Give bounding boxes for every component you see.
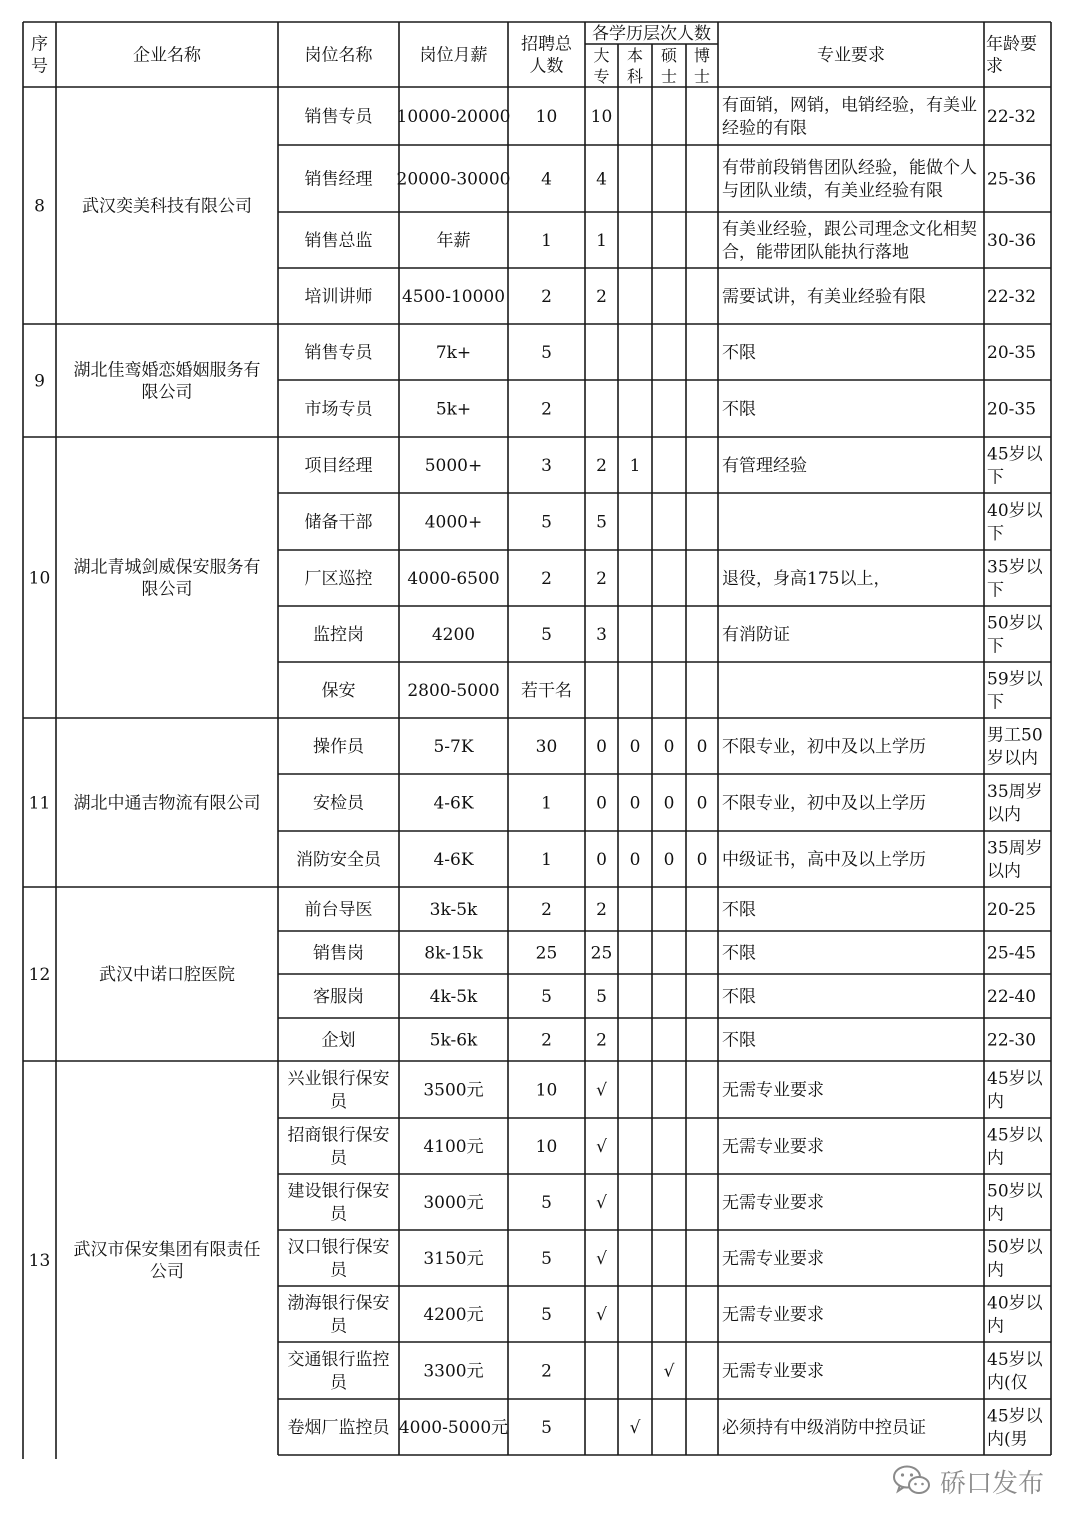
total-cell: 5 [541,1193,552,1214]
edu-count-cell: 0 [629,737,641,758]
total-cell: 5 [541,625,552,646]
company-name-cell: 武汉奕美科技有限公司 [82,196,252,217]
age-cell: 35周岁以内 [987,782,1043,826]
age-cell: 男工50 岁以内 [987,725,1043,769]
edu-count-cell: 25 [590,943,613,964]
total-cell: 3 [541,456,552,477]
salary-cell: 3500元 [423,1080,484,1101]
major-cell: 无需专业要求 [722,1305,824,1326]
wechat-bubble-icon [892,1464,932,1498]
header-seq: 序号 [31,34,48,77]
position-cell: 兴业银行保安员 [287,1069,390,1113]
total-cell: 2 [541,1030,552,1051]
header-edu-1: 本科 [626,45,644,86]
edu-count-cell: 10 [590,107,613,128]
salary-cell: 4-6K [433,850,474,871]
edu-count-cell: 0 [596,793,607,814]
position-cell: 销售专员 [304,107,373,128]
major-cell: 有面销，网销，电销经验，有美业经验的有限 [722,95,977,139]
seq-cell: 8 [34,196,45,217]
major-cell: 退役，身高175以上， [722,569,891,590]
salary-cell: 4000-6500 [407,569,500,590]
position-cell: 操作员 [313,737,364,758]
header-salary: 岗位月薪 [419,45,488,66]
major-cell: 中级证书，高中及以上学历 [722,850,926,871]
total-cell: 若干名 [521,681,572,702]
position-cell: 渤海银行保安员 [287,1293,390,1337]
position-cell: 交通银行监控员 [287,1350,390,1394]
major-cell: 有带前段销售团队经验，能做个人与团队业绩，有美业经验有限 [722,158,977,202]
position-cell: 储备干部 [304,512,373,533]
salary-cell: 3300元 [423,1361,484,1382]
seq-cell: 13 [28,1251,51,1272]
age-cell: 20-35 [987,343,1037,364]
header-major: 专业要求 [817,45,885,66]
major-cell: 无需专业要求 [722,1249,824,1270]
major-cell: 无需专业要求 [722,1361,824,1382]
major-cell: 无需专业要求 [722,1137,824,1158]
salary-cell: 5k-6k [429,1030,478,1051]
total-cell: 5 [541,343,552,364]
position-cell: 前台导医 [304,900,373,921]
header-total: 招聘总人数 [521,34,572,77]
seq-cell: 12 [28,965,51,986]
edu-count-cell: 5 [596,512,607,533]
position-cell: 保安 [321,681,356,702]
salary-cell: 5000+ [424,456,483,477]
seq-cell: 11 [28,793,51,814]
position-cell: 厂区巡控 [304,569,373,590]
total-cell: 2 [541,1361,552,1382]
total-cell: 10 [535,1137,558,1158]
salary-cell: 年薪 [436,231,471,252]
salary-cell: 7k+ [435,343,472,364]
watermark [892,1458,1072,1504]
edu-count-cell: 2 [596,1030,607,1051]
age-cell: 22-30 [987,1030,1037,1051]
salary-cell: 5k+ [435,399,472,420]
header-edu-group: 各学历层次人数 [592,24,711,45]
edu-count-cell: 0 [663,737,675,758]
edu-count-cell: √ [629,1418,641,1439]
major-cell: 无需专业要求 [722,1193,824,1214]
position-cell: 企划 [321,1030,356,1051]
age-cell: 45岁以内(男 [987,1406,1043,1450]
total-cell: 1 [541,793,552,814]
total-cell: 5 [541,512,552,533]
age-cell: 45岁以内 [987,1069,1043,1113]
position-cell: 销售经理 [304,169,373,190]
header-edu-0: 大专 [593,45,610,86]
edu-count-cell: 0 [629,793,641,814]
age-cell: 25-36 [987,169,1037,190]
total-cell: 10 [535,1080,558,1101]
edu-count-cell: 1 [629,456,641,477]
total-cell: 2 [541,900,552,921]
header-edu-3: 博士 [693,45,711,86]
edu-count-cell: √ [596,1137,607,1158]
position-cell: 安检员 [313,793,364,814]
age-cell: 45岁以下 [987,444,1043,488]
position-cell: 监控岗 [313,625,364,646]
major-cell: 不限 [722,343,756,364]
salary-cell: 10000-20000 [396,107,511,128]
major-cell: 必须持有中级消防中控员证 [722,1418,926,1439]
header-company: 企业名称 [133,45,201,66]
company-name-cell: 武汉市保安集团有限责任公司 [73,1240,261,1283]
salary-cell: 4200 [431,625,476,646]
company-name-cell: 湖北中通吉物流有限公司 [73,793,261,814]
salary-cell: 8k-15k [424,943,483,964]
edu-count-cell: 5 [596,987,607,1008]
total-cell: 1 [541,231,552,252]
age-cell: 35周岁以内 [987,838,1043,882]
total-cell: 2 [541,569,552,590]
seq-cell: 9 [34,371,45,392]
position-cell: 客服岗 [313,987,364,1008]
position-cell: 销售专员 [304,343,373,364]
age-cell: 45岁以内 [987,1125,1043,1169]
watermark-text: 硚口发布 [940,1468,1045,1499]
age-cell: 50岁以下 [987,613,1043,657]
position-cell: 项目经理 [304,456,373,477]
position-cell: 消防安全员 [296,850,381,871]
edu-count-cell: √ [663,1361,675,1382]
major-cell: 无需专业要求 [722,1080,824,1101]
edu-count-cell: 0 [596,850,607,871]
edu-count-cell: 3 [596,625,607,646]
edu-count-cell: 2 [596,569,607,590]
company-name-cell: 武汉中诺口腔医院 [99,965,235,986]
total-cell: 30 [535,737,558,758]
salary-cell: 2800-5000 [407,681,500,702]
major-cell: 有消防证 [722,625,790,646]
major-cell: 不限专业，初中及以上学历 [722,793,926,814]
position-cell: 市场专员 [304,399,373,420]
age-cell: 22-40 [987,987,1037,1008]
total-cell: 5 [541,1249,552,1270]
total-cell: 5 [541,1418,552,1439]
position-cell: 招商银行保安员 [287,1125,390,1169]
total-cell: 2 [541,399,552,420]
age-cell: 30-36 [987,231,1037,252]
edu-count-cell: 2 [596,287,607,308]
age-cell: 25-45 [987,943,1037,964]
salary-cell: 20000-30000 [396,169,511,190]
header-position: 岗位名称 [304,45,373,66]
age-cell: 59岁以下 [987,669,1043,713]
age-cell: 22-32 [987,107,1037,128]
position-cell: 培训讲师 [304,287,373,308]
edu-count-cell: 0 [696,737,708,758]
edu-count-cell: 4 [596,169,607,190]
edu-count-cell: 2 [596,456,607,477]
company-name-cell: 湖北佳鸾婚恋婚姻服务有限公司 [73,360,261,403]
salary-cell: 3150元 [423,1249,484,1270]
total-cell: 5 [541,1305,552,1326]
total-cell: 2 [541,287,552,308]
edu-count-cell: 0 [663,850,675,871]
edu-count-cell: √ [596,1080,607,1101]
salary-cell: 4000-5000元 [398,1418,509,1439]
company-name-cell: 湖北青城剑威保安服务有限公司 [73,557,261,600]
seq-cell: 10 [28,568,51,589]
salary-cell: 4500-10000 [401,287,506,308]
total-cell: 1 [541,850,552,871]
age-cell: 20-35 [987,399,1037,420]
salary-cell: 4k-5k [429,987,478,1008]
edu-count-cell: 0 [629,850,641,871]
edu-count-cell: 0 [596,737,607,758]
edu-count-cell: 0 [696,850,708,871]
edu-count-cell: √ [596,1193,607,1214]
age-cell: 50岁以内 [987,1181,1043,1225]
major-cell: 有美业经验，跟公司理念文化相契合，能带团队能执行落地 [722,219,977,263]
salary-cell: 5-7K [433,737,474,758]
age-cell: 50岁以内 [987,1237,1043,1281]
major-cell: 不限 [722,987,756,1008]
total-cell: 5 [541,987,552,1008]
major-cell: 不限专业，初中及以上学历 [722,737,926,758]
major-cell: 不限 [722,900,756,921]
edu-count-cell: 0 [696,793,708,814]
total-cell: 10 [535,107,558,128]
salary-cell: 4-6K [433,793,474,814]
total-cell: 4 [541,169,552,190]
position-cell: 销售总监 [304,231,373,252]
major-cell: 不限 [722,399,756,420]
major-cell: 不限 [722,1030,756,1051]
salary-cell: 4100元 [423,1137,484,1158]
age-cell: 20-25 [987,900,1037,921]
salary-cell: 3000元 [423,1193,484,1214]
salary-cell: 4200元 [423,1305,484,1326]
edu-count-cell: 0 [663,793,675,814]
total-cell: 25 [535,943,558,964]
age-cell: 45岁以内(仅 [987,1350,1043,1394]
age-cell: 22-32 [987,287,1037,308]
position-cell: 建设银行保安员 [287,1181,390,1225]
header-edu-2: 硕士 [660,45,678,86]
edu-count-cell: 1 [596,231,607,252]
age-cell: 35岁以下 [987,557,1043,601]
header-age: 年龄要求 [986,34,1037,77]
major-cell: 有管理经验 [722,456,807,477]
major-cell: 需要试讲，有美业经验有限 [722,287,926,308]
edu-count-cell: √ [596,1249,607,1270]
position-cell: 销售岗 [313,943,364,964]
age-cell: 40岁以内 [987,1293,1043,1337]
age-cell: 40岁以下 [987,501,1043,545]
salary-cell: 3k-5k [429,900,478,921]
edu-count-cell: 2 [596,900,607,921]
position-cell: 汉口银行保安员 [287,1237,390,1281]
major-cell: 不限 [722,943,756,964]
position-cell: 卷烟厂监控员 [287,1418,390,1439]
edu-count-cell: √ [596,1305,607,1326]
salary-cell: 4000+ [424,512,483,533]
